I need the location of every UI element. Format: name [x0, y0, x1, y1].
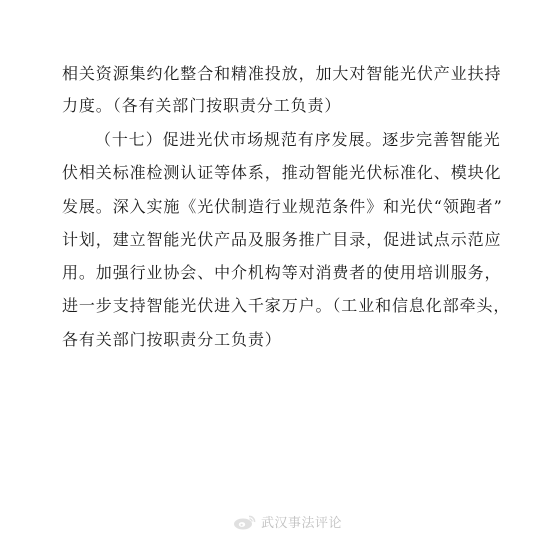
paragraph-line: 进一步支持智能光伏进入千家万户。（工业和信息化部牵头， [62, 296, 511, 315]
paragraph-line: 相关资源集约化整合和精准投放，加大对智能光伏产业扶持 [62, 64, 502, 83]
weibo-logo-icon [233, 514, 257, 530]
paragraph-line: 计划，建立智能光伏产品及服务推广目录，促进试点示范应 [62, 230, 502, 249]
paragraph-line: 伏相关标准检测认证等体系，推动智能光伏标准化、模块化 [62, 163, 502, 182]
section-heading-line: （十七）促进光伏市场规范有序发展。逐步完善智能光 [95, 130, 501, 149]
paragraph-line: 用。加强行业协会、中介机构等对消费者的使用培训服务， [62, 263, 502, 282]
watermark [233, 512, 342, 531]
paragraph-line: 力度。（各有关部门按职责分工负责） [62, 96, 342, 115]
paragraph-line: 发展。深入实施《光伏制造行业规范条件》和光伏“领跑者” [62, 197, 503, 216]
paragraph-line: 各有关部门按职责分工负责） [62, 330, 282, 349]
watermark-text: 武汉事法评论 [261, 516, 343, 531]
